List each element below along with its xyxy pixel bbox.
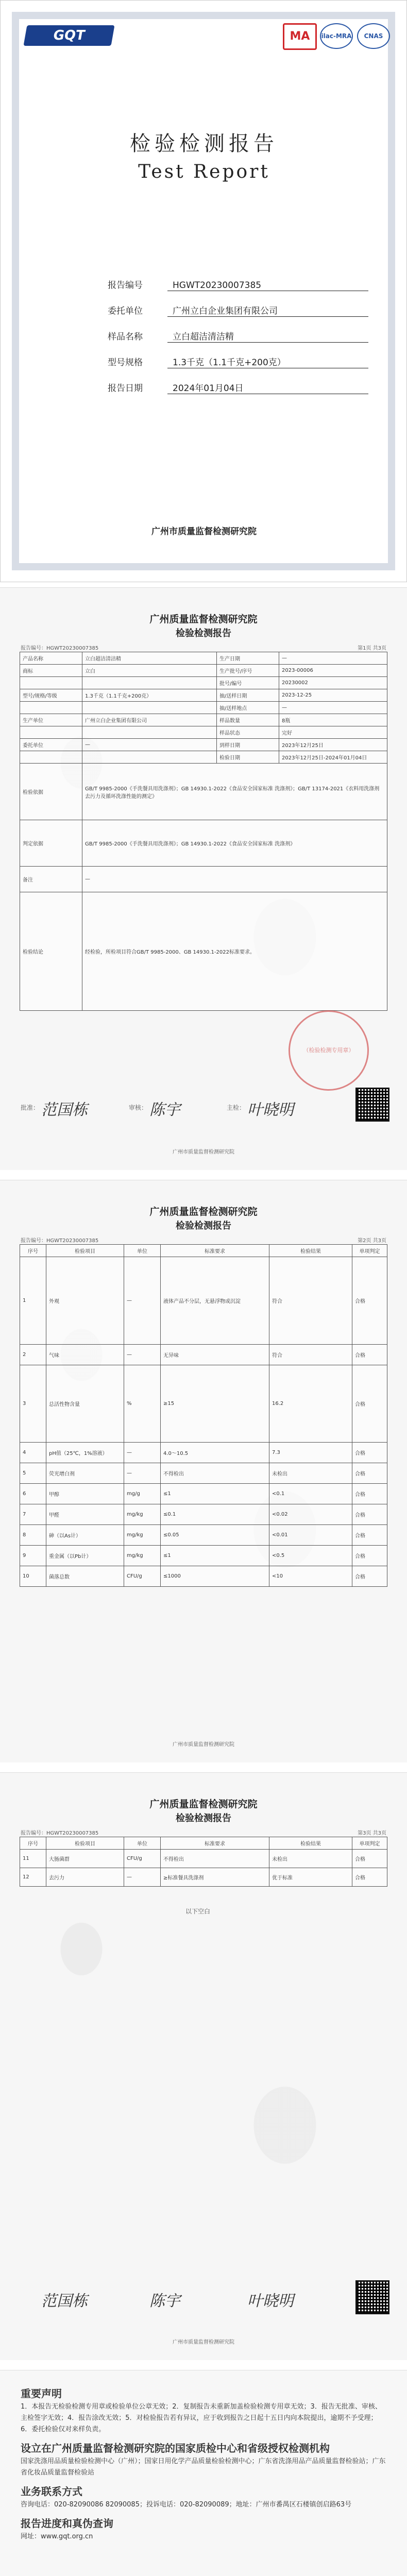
table-cell: mg/g: [124, 1484, 161, 1504]
table-cell: 完好: [279, 726, 387, 739]
sign-label-approve: 批准：: [21, 1104, 40, 1111]
table-cell: 检验项目: [46, 1837, 124, 1850]
field-label: 报告日期: [108, 383, 143, 394]
sign-label-main: 主检：: [227, 1104, 246, 1111]
table-row: [20, 1345, 387, 1365]
table-cell: 8瓶: [279, 714, 387, 726]
table-cell: 合格: [352, 1443, 387, 1463]
table-cell: 合格: [352, 1345, 387, 1365]
table-cell: 20230002: [279, 677, 387, 689]
qr-code[interactable]: [355, 2280, 389, 2314]
table-cell: [82, 677, 217, 689]
table-row: [20, 1546, 387, 1566]
field-value: 2024年01月04日: [167, 381, 368, 394]
table-cell: 样品状态: [217, 726, 279, 739]
page-number: 第3页 共3页: [358, 1831, 386, 1836]
table-row: [20, 892, 387, 1011]
table-cell: 合格: [352, 1546, 387, 1566]
table-cell: 型号/规格/等级: [20, 689, 82, 702]
cover-title-en: Test Report: [138, 161, 270, 182]
table-cell: 9: [20, 1546, 46, 1566]
ma-cert-mark: MA: [283, 23, 317, 50]
table-cell: 菌落总数: [46, 1566, 124, 1587]
table-cell: 合格: [352, 1484, 387, 1504]
table-cell: 不得检出: [161, 1850, 269, 1868]
table-cell: 抽/送样地点: [217, 702, 279, 714]
table-cell: 未检出: [269, 1850, 352, 1868]
table-row: [20, 1365, 387, 1443]
table-cell: 6: [20, 1484, 46, 1504]
table-cell: 生产日期: [217, 652, 279, 665]
table-cell: 商标: [20, 665, 82, 677]
gqt-logo: GQT: [23, 25, 114, 46]
page-footer: 广州市质量监督检测研究院: [173, 1742, 234, 1748]
table-row: [20, 751, 387, 764]
signature-main: 叶晓明: [247, 2292, 294, 2310]
query-heading: 报告进度和真伪查询: [21, 2517, 113, 2530]
table-row: [20, 1504, 387, 1525]
page-title: 检验检测报告: [176, 1813, 231, 1824]
signature-review: 陈宇: [149, 1101, 180, 1119]
table-row: [20, 689, 387, 702]
table-cell: [82, 751, 217, 764]
contact-text: 咨询电话：020-82090086 82090085；投诉电话：020-82090089；地址：广州市番禺区石楼镇创启路63号: [21, 2501, 352, 2509]
cover-title-cn: 检验检测报告: [130, 132, 278, 156]
field-value: HGWT20230007385: [167, 280, 368, 291]
table-row: [20, 702, 387, 714]
table-cell: 7.3: [269, 1443, 352, 1463]
table-row: [20, 1257, 387, 1345]
notice-heading: 重要声明: [21, 2387, 62, 2400]
table-cell: 符合: [269, 1345, 352, 1365]
table-cell: —: [124, 1463, 161, 1484]
field-report-no: [108, 278, 368, 291]
table-cell: 经检验，所检项目符合GB/T 9985-2000、GB 14930.1-2022标准要求。: [82, 892, 387, 1011]
cover-org: 广州市质量监督检测研究院: [151, 527, 257, 537]
table-row: [20, 1850, 387, 1868]
table-row: [20, 1484, 387, 1504]
sample-info-table: [20, 652, 387, 1011]
table-cell: 备注: [20, 867, 82, 892]
sign-label-review: 审核：: [129, 1104, 148, 1111]
table-cell: 无异味: [161, 1345, 269, 1365]
signature-approve: 范国栋: [41, 1101, 88, 1119]
table-cell: 优于标准: [269, 1868, 352, 1887]
page-footer: 广州市质量监督检测研究院: [173, 1149, 234, 1155]
table-cell: 合格: [352, 1868, 387, 1887]
signature-main: 叶晓明: [247, 1101, 294, 1119]
table-cell: 抽/送样日期: [217, 689, 279, 702]
table-cell: 单位: [124, 1245, 161, 1257]
table-cell: [20, 751, 82, 764]
table-cell: ≤1000: [161, 1566, 269, 1587]
table-cell: —: [124, 1345, 161, 1365]
table-cell: 气味: [46, 1345, 124, 1365]
field-value: 立白超洁清洁精: [167, 329, 368, 343]
table-cell: [20, 726, 82, 739]
table-cell: 16.2: [269, 1365, 352, 1443]
table-cell: 标准要求: [161, 1837, 269, 1850]
table-cell: mg/kg: [124, 1546, 161, 1566]
ilac-mra-mark: ilac-MRA: [320, 23, 353, 49]
table-cell: mg/kg: [124, 1525, 161, 1546]
table-cell: 8: [20, 1525, 46, 1546]
table-cell: 判定依据: [20, 820, 82, 867]
table-cell: 11: [20, 1850, 46, 1868]
table-cell: 检验结果: [269, 1837, 352, 1850]
table-row: [20, 739, 387, 751]
table-cell: 单项判定: [352, 1245, 387, 1257]
table-cell: 2023年12月25日-2024年01月04日: [279, 751, 387, 764]
table-cell: 4.0～10.5: [161, 1443, 269, 1463]
table-cell: ≤1: [161, 1546, 269, 1566]
table-cell: 未检出: [269, 1463, 352, 1484]
table-cell: 4: [20, 1443, 46, 1463]
table-cell: 标准要求: [161, 1245, 269, 1257]
field-sample-name: [108, 329, 368, 343]
table-row: [20, 677, 387, 689]
table-cell: ≥标准餐具洗涤剂: [161, 1868, 269, 1887]
page-footer: 广州市质量监督检测研究院: [173, 2340, 234, 2345]
page-title: 检验检测报告: [176, 1221, 231, 1231]
notice-page: [0, 2370, 407, 2576]
table-header-row: [20, 1837, 387, 1850]
results-table: [20, 1244, 387, 1587]
table-cell: —: [82, 739, 217, 751]
table-cell: GB/T 9985-2000《手洗餐具用洗涤剂》；GB 14930.1-2022《食品安全国家标准 洗涤剂》: [82, 820, 387, 867]
table-cell: 重金属（以Pb计）: [46, 1546, 124, 1566]
table-cell: 10: [20, 1566, 46, 1587]
table-cell: 检验结论: [20, 892, 82, 1011]
table-row: [20, 1566, 387, 1587]
table-cell: 检验项目: [46, 1245, 124, 1257]
table-cell: —: [124, 1443, 161, 1463]
table-cell: 合格: [352, 1525, 387, 1546]
report-cover: [0, 0, 407, 582]
table-cell: 液体产品不分层，无悬浮物或沉淀: [161, 1257, 269, 1345]
table-cell: ≤1: [161, 1484, 269, 1504]
table-cell: 甲醇: [46, 1484, 124, 1504]
notice-text: 1．本报告无检验检测专用章或检验单位公章无效；2．复制报告未重新加盖检验检测专用章无效；3．报告无批准、审核、主检签字无效；4．报告涂改无效；5．对检验报告若有异议，应于收到报告之日起十五日内向本院提出，逾期不予受理；6．委托检验仅对来样负责。: [21, 2403, 382, 2433]
field-client: [108, 303, 368, 317]
notice-content: [21, 2381, 386, 2543]
cnas-mark: CNAS: [357, 23, 390, 49]
table-cell: ≤0.1: [161, 1504, 269, 1525]
page-org: 广州质量监督检测研究院: [149, 614, 258, 625]
table-cell: 立白超洁清洁精: [82, 652, 217, 665]
table-cell: 甲醛: [46, 1504, 124, 1525]
centers-heading: 设立在广州质量监督检测研究院的国家质检中心和省级授权检测机构: [21, 2442, 330, 2454]
table-cell: 单位: [124, 1837, 161, 1850]
table-cell: 砷（以As计）: [46, 1525, 124, 1546]
table-cell: 合格: [352, 1463, 387, 1484]
table-row: [20, 1463, 387, 1484]
table-cell: 合格: [352, 1504, 387, 1525]
table-row: [20, 867, 387, 892]
field-label: 委托单位: [108, 306, 143, 316]
table-cell: 到样日期: [217, 739, 279, 751]
table-cell: 1: [20, 1257, 46, 1345]
table-cell: pH值（25℃，1%溶液）: [46, 1443, 124, 1463]
table-cell: 批号/编号: [217, 677, 279, 689]
report-page-1: [0, 587, 407, 1170]
report-no: 报告编号：HGWT20230007385: [21, 1831, 99, 1836]
table-cell: 2023年12月25日: [279, 739, 387, 751]
table-cell: —: [279, 652, 387, 665]
table-cell: 广州立白企业集团有限公司: [82, 714, 217, 726]
table-cell: 合格: [352, 1850, 387, 1868]
table-cell: 1.3千克（1.1千克+200克）: [82, 689, 217, 702]
centers-text: 国家洗涤用品质量检验检测中心（广州）；国家日用化学产品质量检验检测中心；广东省洗涤用品产品质量监督检验站；广东省化妆品质量监督检验站: [21, 2458, 386, 2477]
page-number: 第2页 共3页: [358, 1238, 386, 1244]
table-cell: 立白: [82, 665, 217, 677]
table-cell: 检验结果: [269, 1245, 352, 1257]
table-cell: CFU/g: [124, 1566, 161, 1587]
table-cell: 2: [20, 1345, 46, 1365]
report-page-3: [0, 1772, 407, 2360]
table-cell: 不得检出: [161, 1463, 269, 1484]
table-cell: <0.1: [269, 1484, 352, 1504]
table-cell: —: [279, 702, 387, 714]
table-cell: —: [124, 1257, 161, 1345]
table-cell: 生产批号/序号: [217, 665, 279, 677]
page-org: 广州质量监督检测研究院: [149, 1206, 258, 1217]
table-cell: 产品名称: [20, 652, 82, 665]
field-value: 广州立白企业集团有限公司: [167, 303, 368, 317]
table-cell: <10: [269, 1566, 352, 1587]
field-value: 1.3千克（1.1千克+200克）: [167, 355, 368, 368]
field-label: 报告编号: [108, 280, 143, 291]
page-number: 第1页 共3页: [358, 646, 386, 651]
table-cell: 大肠菌群: [46, 1850, 124, 1868]
report-page-2: [0, 1180, 407, 1762]
field-report-date: [108, 381, 368, 394]
cover-panel: [19, 19, 388, 563]
field-model: [108, 355, 368, 368]
table-cell: [20, 702, 82, 714]
table-cell: 合格: [352, 1566, 387, 1587]
table-cell: 序号: [20, 1245, 46, 1257]
table-cell: <0.02: [269, 1504, 352, 1525]
table-cell: 3: [20, 1365, 46, 1443]
table-row: [20, 764, 387, 820]
table-cell: <0.5: [269, 1546, 352, 1566]
field-label: 型号规格: [108, 358, 143, 368]
end-of-table: 以下空白: [185, 1908, 211, 1915]
report-no: 报告编号：HGWT20230007385: [21, 646, 99, 651]
contact-heading: 业务联系方式: [21, 2485, 82, 2498]
table-cell: %: [124, 1365, 161, 1443]
table-row: [20, 714, 387, 726]
table-cell: —: [82, 867, 387, 892]
signature-review: 陈宇: [149, 2292, 180, 2310]
table-cell: 序号: [20, 1837, 46, 1850]
table-cell: 12: [20, 1868, 46, 1887]
table-cell: [82, 726, 217, 739]
query-text[interactable]: 网址：www.gqt.org.cn: [21, 2533, 93, 2540]
table-cell: 合格: [352, 1365, 387, 1443]
table-cell: 单项判定: [352, 1837, 387, 1850]
table-cell: 生产单位: [20, 714, 82, 726]
results-table: [20, 1837, 387, 1887]
table-cell: 合格: [352, 1257, 387, 1345]
table-cell: mg/kg: [124, 1504, 161, 1525]
table-cell: 2023-00006: [279, 665, 387, 677]
qr-code[interactable]: [355, 1088, 389, 1122]
table-cell: 2023-12-25: [279, 689, 387, 702]
table-cell: 检验日期: [217, 751, 279, 764]
table-cell: —: [124, 1868, 161, 1887]
page-org: 广州质量监督检测研究院: [149, 1799, 258, 1810]
table-cell: CFU/g: [124, 1850, 161, 1868]
table-header-row: [20, 1245, 387, 1257]
table-cell: <0.01: [269, 1525, 352, 1546]
field-label: 样品名称: [108, 332, 143, 342]
table-row: [20, 1868, 387, 1887]
table-cell: 去污力: [46, 1868, 124, 1887]
table-cell: GB/T 9985-2000《手洗餐具用洗涤剂》；GB 14930.1-2022《食品安全国家标准 洗涤剂》；GB/T 13174-2021《衣料用洗涤剂去污力及循环洗涤性能的测定》: [82, 764, 387, 820]
table-cell: [20, 677, 82, 689]
table-row: [20, 1525, 387, 1546]
table-cell: 5: [20, 1463, 46, 1484]
signature-approve: 范国栋: [41, 2292, 88, 2310]
table-row: [20, 820, 387, 867]
table-cell: [82, 702, 217, 714]
table-cell: 检验依据: [20, 764, 82, 820]
table-row: [20, 726, 387, 739]
report-no: 报告编号：HGWT20230007385: [21, 1238, 99, 1244]
table-cell: 符合: [269, 1257, 352, 1345]
table-cell: 外观: [46, 1257, 124, 1345]
table-row: [20, 1443, 387, 1463]
table-cell: 样品数量: [217, 714, 279, 726]
table-row: [20, 665, 387, 677]
table-cell: 总活性物含量: [46, 1365, 124, 1443]
page-title: 检验检测报告: [176, 628, 231, 639]
table-row: [20, 652, 387, 665]
table-cell: 委托单位: [20, 739, 82, 751]
inspection-stamp: （检验检测专用章）: [289, 1010, 369, 1091]
table-cell: 荧光增白剂: [46, 1463, 124, 1484]
table-cell: ≤0.05: [161, 1525, 269, 1546]
table-cell: 7: [20, 1504, 46, 1525]
table-cell: ≥15: [161, 1365, 269, 1443]
